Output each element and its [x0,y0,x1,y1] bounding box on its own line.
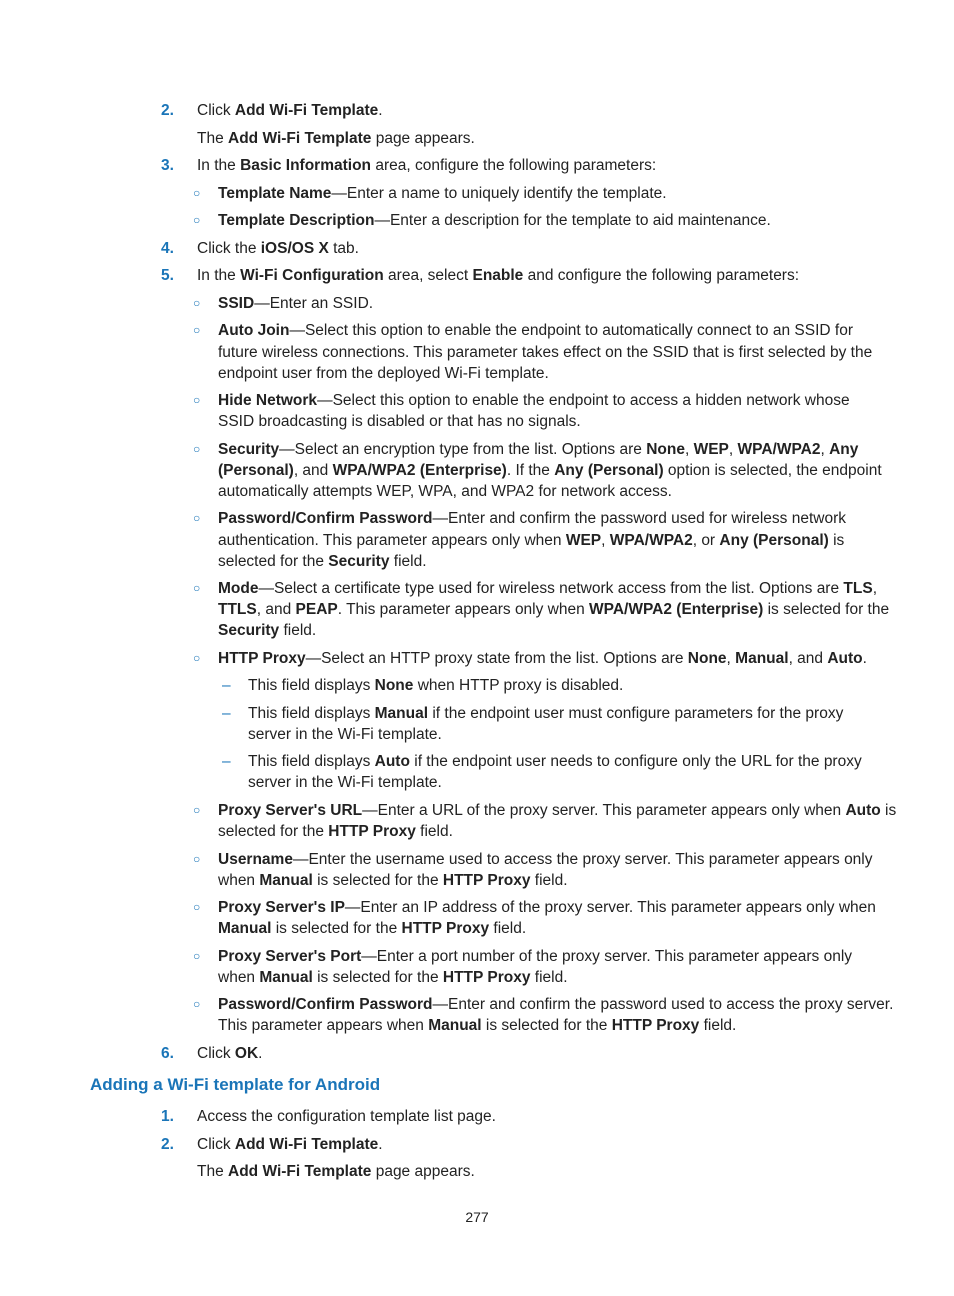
step-number: 6. [161,1045,174,1062]
list-item-continuation: automatically attempts WEP, WPA, and WPA2 for network access. [218,483,672,500]
step-number: 3. [161,157,174,174]
list-item: SSID—Enter an SSID. [218,295,374,312]
step-text: Click Add Wi-Fi Template. [197,102,383,119]
list-item-continuation: selected for the HTTP Proxy field. [218,823,453,840]
bullet-icon: ○ [193,949,201,963]
list-item: Password/Confirm Password—Enter and confirm the password used to access the proxy server. [218,996,894,1013]
step-number: 4. [161,240,174,257]
step-text: Click Add Wi-Fi Template. [197,1136,383,1153]
list-item-continuation: TTLS, and PEAP. This parameter appears only when WPA/WPA2 (Enterprise) is selected for the [218,601,890,618]
bullet-icon: ○ [193,803,201,817]
list-item-continuation: when Manual is selected for the HTTP Proxy field. [218,872,568,889]
list-item-continuation: selected for the Security field. [218,553,427,570]
bullet-icon: ○ [193,581,201,595]
dash-icon: – [222,677,231,694]
bullet-icon: ○ [193,393,201,407]
list-item-continuation: Security field. [218,622,317,639]
bullet-icon: ○ [193,511,201,525]
list-item-continuation: This parameter appears when Manual is selected for the HTTP Proxy field. [218,1017,737,1034]
list-item: Template Description—Enter a description for the template to aid maintenance. [218,212,771,229]
sub-list-item: This field displays Manual if the endpoint user must configure parameters for the proxy [248,705,844,722]
step-number: 5. [161,267,174,284]
list-item: HTTP Proxy—Select an HTTP proxy state from the list. Options are None, Manual, and Auto. [218,650,867,667]
bullet-icon: ○ [193,651,201,665]
list-item: Security—Select an encryption type from the list. Options are None, WEP, WPA/WPA2, Any [218,441,859,458]
dash-icon: – [222,753,231,770]
dash-icon: – [222,705,231,722]
list-item: Mode—Select a certificate type used for wireless network access from the list. Options are TLS, [218,580,877,597]
sub-list-item-continuation: server in the Wi-Fi template. [248,774,442,791]
list-item: Proxy Server's URL—Enter a URL of the proxy server. This parameter appears only when Auto is [218,802,897,819]
list-item-continuation: endpoint user from the deployed Wi-Fi template. [218,365,549,382]
list-item-continuation: SSID broadcasting is disabled or that has no signals. [218,413,581,430]
sub-list-item: This field displays None when HTTP proxy is disabled. [248,677,624,694]
list-item-continuation: Manual is selected for the HTTP Proxy field. [218,920,527,937]
step-text: In the Wi-Fi Configuration area, select Enable and configure the following parameters: [197,267,800,284]
list-item: Hide Network—Select this option to enable the endpoint to access a hidden network whose [218,392,850,409]
list-item: Template Name—Enter a name to uniquely identify the template. [218,185,667,202]
list-item: Username—Enter the username used to access the proxy server. This parameter appears only [218,851,873,868]
sub-list-item-continuation: server in the Wi-Fi template. [248,726,442,743]
step-number: 2. [161,1136,174,1153]
step-text: Click the iOS/OS X tab. [197,240,359,257]
step-text: Access the configuration template list page. [197,1108,496,1125]
bullet-icon: ○ [193,852,201,866]
list-item-continuation: authentication. This parameter appears only when WEP, WPA/WPA2, or Any (Personal) is [218,532,845,549]
list-item: Auto Join—Select this option to enable the endpoint to automatically connect to an SSID for [218,322,853,339]
list-item: Proxy Server's IP—Enter an IP address of the proxy server. This parameter appears only when [218,899,876,916]
step-text: Click OK. [197,1045,263,1062]
step-number: 2. [161,102,174,119]
bullet-icon: ○ [193,900,201,914]
step-result: The Add Wi-Fi Template page appears. [197,130,475,147]
list-item-continuation: (Personal), and WPA/WPA2 (Enterprise). If the Any (Personal) option is selected, the endpoint [218,462,882,479]
step-text: In the Basic Information area, configure the following parameters: [197,157,657,174]
step-result: The Add Wi-Fi Template page appears. [197,1163,475,1180]
list-item-continuation: future wireless connections. This parameter takes effect on the SSID that is first selected by the [218,344,873,361]
sub-list-item: This field displays Auto if the endpoint user needs to configure only the URL for the proxy [248,753,862,770]
bullet-icon: ○ [193,442,201,456]
step-number: 1. [161,1108,174,1125]
bullet-icon: ○ [193,997,201,1011]
page-number: 277 [465,1209,489,1225]
list-item-continuation: when Manual is selected for the HTTP Proxy field. [218,969,568,986]
list-item: Proxy Server's Port—Enter a port number of the proxy server. This parameter appears only [218,948,853,965]
list-item: Password/Confirm Password—Enter and confirm the password used for wireless network [218,510,846,527]
bullet-icon: ○ [193,213,201,227]
bullet-icon: ○ [193,296,201,310]
section-heading: Adding a Wi-Fi template for Android [90,1075,381,1094]
bullet-icon: ○ [193,323,201,337]
bullet-icon: ○ [193,186,201,200]
